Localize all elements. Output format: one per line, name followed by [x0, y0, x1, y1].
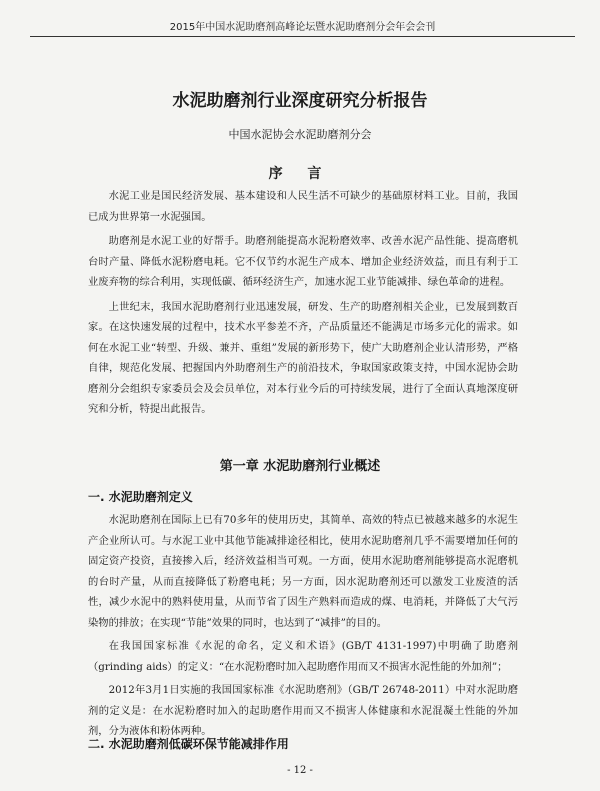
document-title: 水泥助磨剂行业深度研究分析报告 — [172, 91, 428, 111]
preface-body — [88, 186, 518, 420]
section-1-paragraph-3: 2012年3月1日实施的我国国家标准《水泥助磨剂》（GB/T 26748-2011）中对水泥助磨剂的定义是：在水泥粉磨时加入的起助磨作用而又不损害人体健康和水泥混凝土性能的外加剂，分为液体和粉体两种。 — [88, 684, 518, 737]
section-1-heading: 一. 水泥助磨剂定义 — [88, 490, 193, 504]
preface-paragraph-3: 上世纪末，我国水泥助磨剂行业迅速发展，研发、生产的助磨剂相关企业，已发展到数百家。在这快速发展的过程中，技术水平参差不齐，产品质量还不能满足市场多元化的需求。如何在水泥工业“转型、升级、兼并、重组”发展的新形势下，使广大助磨剂企业认清形势，严格自律，规范化发展、把握国内外助磨剂生产的前沿技术，争取国家政策支持，中国水泥协会助磨剂分会组织专家委员会及会员单位，对本行业今后的可持续发展，进行了全面认真地深度研究和分析，特提出此报告。 — [88, 300, 518, 415]
section-1-paragraph-1: 水泥助磨剂在国际上已有70多年的使用历史，其简单、高效的特点已被越来越多的水泥生产企业所认可。与水泥工业中其他节能减排途径相比，使用水泥助磨剂几乎不需要增加任何的固定资产投资，直接掺入后，经济效益相当可观。一方面，使用水泥助磨剂能够提高水泥磨机的台时产量，从而直接降低了粉磨电耗；另一方面，因水泥助磨剂还可以激发工业废渣的活性，减少水泥中的熟料使用量，从而节省了因生产熟料而造成的煤、电消耗，并降低了大气污染物的排放；在实现“节能”效果的同时，也达到了“减排”的目的。 — [88, 514, 518, 629]
chapter-1-heading: 第一章 水泥助磨剂行业概述 — [219, 459, 381, 474]
preface-paragraph-1: 水泥工业是国民经济发展、基本建设和人民生活不可缺少的基础原材料工业。目前，我国已成为世界第一水泥强国。 — [88, 190, 518, 223]
page-number: - 12 - — [287, 765, 313, 776]
section-1-body — [88, 510, 518, 742]
document-author: 中国水泥协会水泥助磨剂分会 — [228, 128, 372, 141]
preface-paragraph-2: 助磨剂是水泥工业的好帮手。助磨剂能提高水泥粉磨效率、改善水泥产品性能、提高磨机台时产量、降低水泥粉磨电耗。它不仅节约水泥生产成本、增加企业经济效益，而且有利于工业废弃物的综合利用，实现低碳、循环经济生产，加速水泥工业节能减排、绿色革命的进程。 — [88, 235, 518, 288]
section-2-heading: 二. 水泥助磨剂低碳环保节能减排作用 — [88, 737, 289, 751]
preface-heading: 序 言 — [268, 166, 332, 182]
running-header: 2015年中国水泥助磨剂高峰论坛暨水泥助磨剂分会年会会刊 — [30, 18, 575, 37]
section-1-paragraph-2: 在我国国家标准《水泥的命名，定义和术语》(GB/T 4131-1997)中明确了助磨剂（grinding aids）的定义：“在水泥粉磨时加入起助磨作用而又不损害水泥性能的外加剂”； — [88, 640, 518, 673]
